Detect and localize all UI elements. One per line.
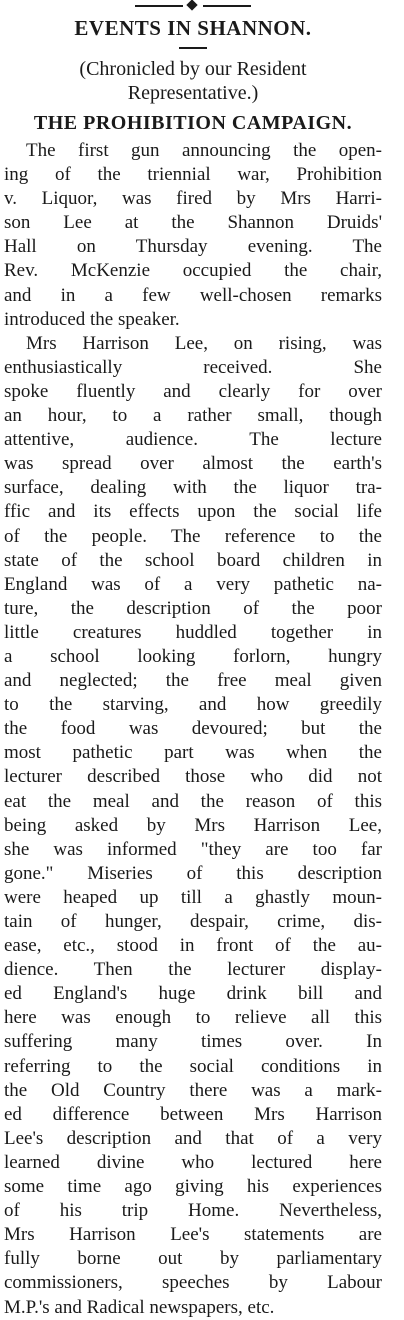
top-ornament	[133, 0, 253, 12]
text-line: learned divine who lectured here	[4, 1151, 382, 1173]
text-line: of the people. The reference to the	[4, 525, 382, 547]
headline-divider	[179, 47, 207, 49]
text-line: ed difference between Mrs Harrison	[4, 1103, 382, 1125]
text-line: here was enough to relieve all this	[4, 1007, 382, 1029]
article-subhead	[4, 57, 382, 105]
text-line: commissioners, speeches by Labour	[4, 1272, 382, 1294]
text-line: England was of a very pathetic na-	[4, 573, 382, 595]
text-line: Hall on Thursday evening. The	[4, 236, 382, 258]
text-line: The first gun announcing the open-	[26, 140, 382, 161]
text-line: Lee's description and that of a very	[4, 1127, 382, 1149]
ornament-diamond-icon	[186, 0, 197, 11]
text-line: being asked by Mrs Harrison Lee,	[4, 814, 382, 836]
text-line: of his trip Home. Nevertheless,	[4, 1200, 382, 1222]
text-line: attentive, audience. The lecture	[4, 429, 382, 451]
text-line: and neglected; the free meal given	[4, 670, 382, 692]
subhead-line: Representative.)	[127, 82, 259, 104]
text-line: and in a few well-chosen remarks	[4, 284, 382, 306]
text-line: Mrs Harrison Lee's statements are	[4, 1224, 382, 1246]
text-line: most pathetic part was when the	[4, 742, 382, 764]
text-line: ed England's huge drink bill and	[4, 983, 382, 1005]
text-line: dience. Then the lecturer display-	[4, 959, 382, 981]
text-line: suffering many times over. In	[4, 1031, 382, 1053]
text-line: ffic and its effects upon the social life	[4, 501, 382, 523]
ornament-rule-left	[135, 5, 183, 7]
text-line: an hour, to a rather small, though	[4, 405, 382, 427]
text-line: referring to the social conditions in	[4, 1055, 382, 1077]
paragraph-2	[4, 332, 382, 1320]
text-line: son Lee at the Shannon Druids'	[4, 212, 382, 234]
section-title: THE PROHIBITION CAMPAIGN.	[33, 112, 353, 134]
subhead-line: (Chronicled by our Resident	[79, 58, 307, 80]
text-line: v. Liquor, was fired by Mrs Harri-	[4, 188, 382, 210]
text-line: Rev. McKenzie occupied the chair,	[4, 260, 382, 282]
text-line: ease, etc., stood in front of the au-	[4, 935, 382, 957]
text-line: she was informed "they are too far	[4, 838, 382, 860]
text-line: the food was devoured; but the	[4, 718, 382, 740]
article-headline: EVENTS IN SHANNON.	[74, 16, 312, 40]
paragraph-1	[4, 139, 382, 332]
ornament-rule-right	[203, 5, 251, 7]
text-line: M.P.'s and Radical newspapers, etc.	[4, 1296, 275, 1318]
text-line: little creatures huddled together in	[4, 621, 382, 643]
text-line: surface, dealing with the liquor tra-	[4, 477, 382, 499]
text-line: introduced the speaker.	[4, 308, 180, 330]
text-line: the Old Country there was a mark-	[4, 1079, 382, 1101]
text-line: enthusiastically received. She	[4, 356, 382, 378]
text-line: state of the school board children in	[4, 549, 382, 571]
text-line: gone." Miseries of this description	[4, 862, 382, 884]
text-line: ing of the triennial war, Prohibition	[4, 164, 382, 186]
text-line: was spread over almost the earth's	[4, 453, 382, 475]
text-line: some time ago giving his experiences	[4, 1176, 382, 1198]
text-line: ture, the description of the poor	[4, 597, 382, 619]
text-line: eat the meal and the reason of this	[4, 790, 382, 812]
text-line: fully borne out by parliamentary	[4, 1248, 382, 1270]
text-line: a school looking forlorn, hungry	[4, 645, 382, 667]
text-line: to the starving, and how greedily	[4, 694, 382, 716]
text-line: tain of hunger, despair, crime, dis-	[4, 911, 382, 932]
text-line: were heaped up till a ghastly moun-	[4, 886, 382, 908]
text-line: Mrs Harrison Lee, on rising, was	[26, 332, 382, 354]
text-line: spoke fluently and clearly for over	[4, 380, 382, 402]
text-line: lecturer described those who did not	[4, 766, 382, 788]
